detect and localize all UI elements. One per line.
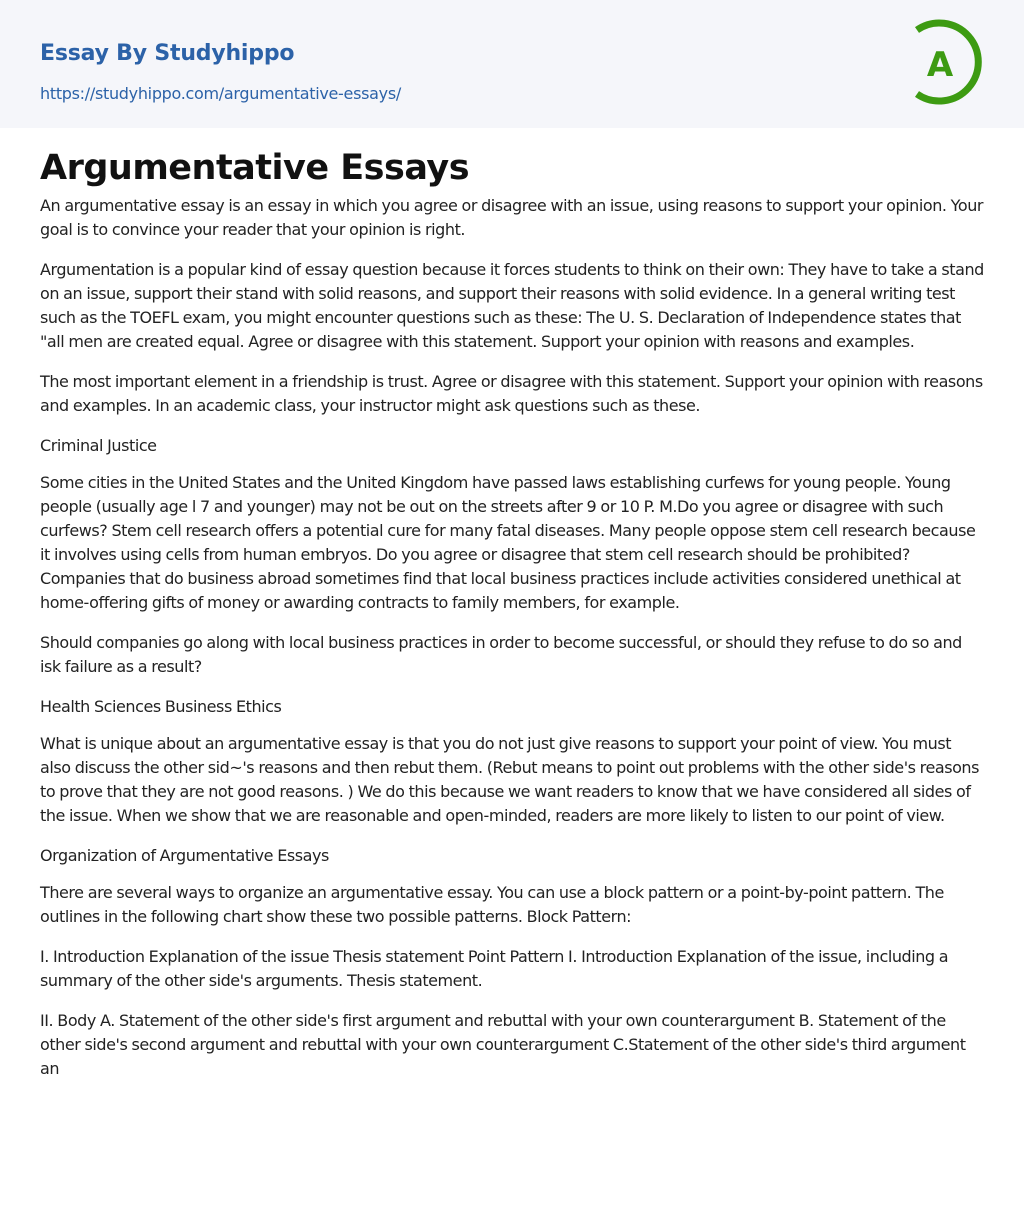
studyhippo-logo[interactable]	[910, 18, 986, 106]
paragraph-friendship: The most important element in a friendship is trust. Agree or disagree with this statement. Support your opinion with reasons and examples. In an academic class, your instructor might ask questions such as these.	[40, 372, 983, 415]
paragraph-unique: What is unique about an argumentative essay is that you do not just give reasons to support your point of view. You must also discuss the other sid~'s reasons and then rebut them. (Rebut means to point out problems with the other side's reasons to prove that they are not good reasons. ) We do this because we want readers to know that we have considered all sides of the issue. When we show that we are reasonable and open-minded, readers are more likely to listen to our point of view.	[40, 734, 979, 825]
paragraph-introduction-outline: I. Introduction Explanation of the issue Thesis statement Point Pattern I. Introduction Explanation of the issue, including a summary of the other side's arguments. Thesis statement.	[40, 947, 949, 990]
paragraph-business-practices: Should companies go along with local business practices in order to become successful, or should they refuse to do so and isk failure as a result?	[40, 633, 962, 676]
paragraph-curfews: Some cities in the United States and the United Kingdom have passed laws establishing curfews for young people. Young people (usually age l 7 and younger) may not be out on the streets after 9 or 10 P. M.Do you agree or disagree with such curfews? Stem cell research offers a potential cure for many fatal diseases. Many people oppose stem cell research because it involves using cells from human embryos. Do you agree or disagree that stem cell research should be prohibited? Companies that do business abroad sometimes find that local business practices include activities considered unethical at home-offering gifts of money or awarding contracts to family members, for example.	[40, 473, 976, 612]
logo-letter: A	[926, 45, 954, 85]
page-title: Argumentative Essays	[40, 148, 470, 188]
paragraph-intro: An argumentative essay is an essay in which you agree or disagree with an issue, using reasons to support your opinion. Your goal is to convince your reader that your opinion is right.	[40, 196, 984, 239]
paragraph-argumentation: Argumentation is a popular kind of essay question because it forces students to think on their own: They have to take a stand on an issue, support their stand with solid reasons, and support their reasons with solid evidence. In a general writing test such as the TOEFL exam, you might encounter questions such as these: The U. S. Declaration of Independence states that "all men are created equal. Agree or disagree with this statement. Support your opinion with reasons and examples.	[40, 260, 984, 351]
brand-title: Essay By Studyhippo	[40, 41, 295, 66]
subheading-criminal-justice: Criminal Justice	[40, 436, 157, 455]
article	[0, 128, 1024, 1081]
source-url-link[interactable]: https://studyhippo.com/argumentative-essays/	[40, 84, 401, 103]
paragraph-body-outline: II. Body A. Statement of the other side's first argument and rebuttal with your own counterargument B. Statement of the other side's second argument and rebuttal with your own counterargument C.Statement of the other side's third argument an	[40, 1011, 966, 1078]
subheading-health-sciences: Health Sciences Business Ethics	[40, 697, 282, 716]
logo-circle-icon	[910, 18, 986, 106]
paragraph-patterns: There are several ways to organize an argumentative essay. You can use a block pattern or a point-by-point pattern. The outlines in the following chart show these two possible patterns. Block Pattern:	[40, 883, 944, 926]
site-header	[0, 0, 1024, 128]
subheading-organization: Organization of Argumentative Essays	[40, 846, 329, 865]
